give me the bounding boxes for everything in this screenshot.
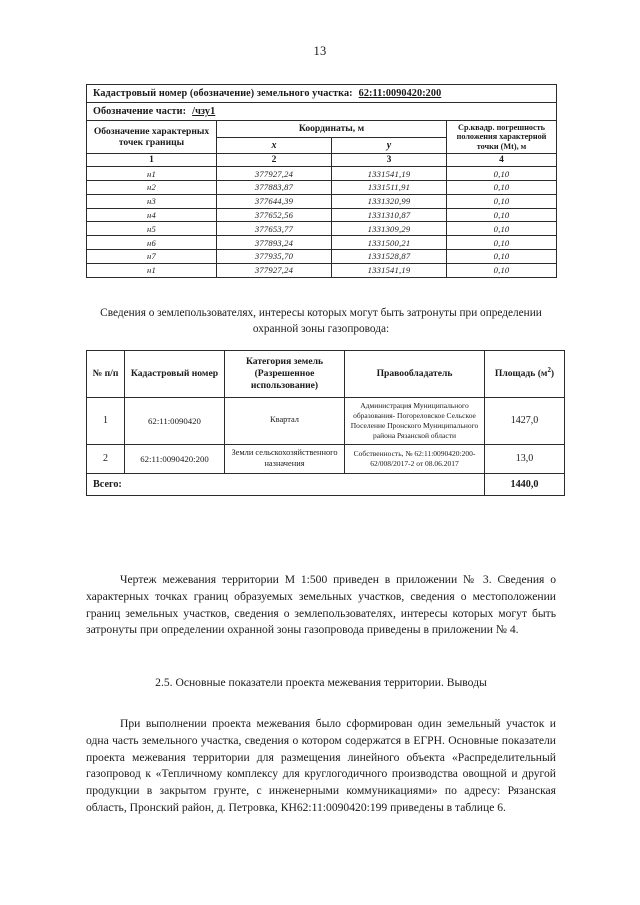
point-mt: 0,10 [447, 194, 557, 208]
point-mt: 0,10 [447, 249, 557, 263]
point-y: 1331500,21 [332, 236, 447, 250]
point-x: 377644,39 [217, 194, 332, 208]
header-cadastral-number: Кадастровый номер [125, 351, 225, 398]
table-row [87, 181, 557, 195]
header-rights-holder: Правообладатель [345, 351, 485, 398]
row-area: 13,0 [485, 444, 565, 473]
point-x: 377935,70 [217, 249, 332, 263]
table-row [87, 236, 557, 250]
row-cadastral-number: 62:11:0090420:200 [125, 444, 225, 473]
header-points: Обозначение характерных точек границы [87, 121, 217, 154]
column-number-3: 3 [332, 154, 447, 167]
row-land-category: Земли сельскохозяйственного назначения [225, 444, 345, 473]
header-error: Ср.квадр. погрешность положения характерной точки (Мt), м [447, 121, 557, 154]
owners-table-caption: Сведения о землепользователях, интересы которых могут быть затронуты при определении охранной зоны газопровода: [100, 307, 542, 336]
header-index: № п/п [87, 351, 125, 398]
point-x: 377652,56 [217, 208, 332, 222]
point-label: н6 [87, 236, 217, 250]
coordinates-table [86, 84, 557, 278]
point-label: н1 [87, 263, 217, 277]
header-y: y [332, 137, 447, 153]
point-y: 1331511,91 [332, 181, 447, 195]
row-rights-holder: Администрация Муниципального образования- Погореловское Сельское Поселение Пронского Муниципального района Рязанской области [345, 397, 485, 444]
row-cadastral-number: 62:11:0090420 [125, 397, 225, 444]
cadastral-number-cell [87, 85, 557, 103]
owners-table-container [86, 350, 564, 496]
cadastral-number-value: 62:11:0090420:200 [358, 88, 442, 99]
part-designation-label: Обозначение части: [93, 106, 187, 117]
row-rights-holder: Собственность, № 62:11:0090420:200-62/008/2017-2 от 08.06.2017 [345, 444, 485, 473]
table-row [87, 194, 557, 208]
header-area-close: ) [550, 368, 555, 380]
table-row [87, 222, 557, 236]
table-row [87, 444, 565, 473]
point-label: н1 [87, 167, 217, 181]
section-heading-2-5: 2.5. Основные показатели проекта межевания территории. Выводы [155, 676, 487, 689]
header-area-superscript: 2 [547, 367, 551, 375]
row-index: 1 [87, 397, 125, 444]
point-x: 377883,87 [217, 181, 332, 195]
header-land-category: Категория земель (Разрешенное использование) [225, 351, 345, 398]
column-number-row [87, 154, 557, 167]
cadastral-number-row [87, 85, 557, 103]
row-index: 2 [87, 444, 125, 473]
point-label: н7 [87, 249, 217, 263]
point-mt: 0,10 [447, 181, 557, 195]
coordinates-table-container [86, 84, 556, 278]
table-row [87, 208, 557, 222]
point-x: 377653,77 [217, 222, 332, 236]
paragraph-1-text: Чертеж межевания территории М 1:500 приведен в приложении № 3. Сведения о характерных точках границ образуемых земельных участков, сведения о местоположении границ земельных участков, сведения о землепользователях, интересы которых могут быть затронуты при определении охранной зоны газопровода приведены в приложении № 4. [86, 573, 556, 637]
owners-table [86, 350, 565, 496]
point-mt: 0,10 [447, 263, 557, 277]
point-mt: 0,10 [447, 167, 557, 181]
column-number-2: 2 [217, 154, 332, 167]
point-y: 1331309,29 [332, 222, 447, 236]
total-area: 1440,0 [485, 473, 565, 495]
point-x: 377893,24 [217, 236, 332, 250]
point-y: 1331310,87 [332, 208, 447, 222]
header-area [485, 351, 565, 398]
point-y: 1331541,19 [332, 167, 447, 181]
point-mt: 0,10 [447, 222, 557, 236]
header-coordinates: Координаты, м [217, 121, 447, 138]
total-label: Всего: [87, 473, 485, 495]
coordinates-header-row [87, 121, 557, 138]
header-x: x [217, 137, 332, 153]
paragraph-2-text: При выполнении проекта межевания было сформирован один земельный участок и одна часть земельного участка, сведения о котором содержатся в ЕГРН. Основные показатели проекта межевания территории для размещения линейного объекта «Распределительный газопровод к «Тепличному комплексу для круглогодичного производства овощной и другой продукции в закрытом грунте, с инженерными коммуникациями» по адресу: Рязанская область, Пронский район, д. Петровка, КН62:11:0090420:199 приведены в таблице 6. [86, 717, 556, 814]
paragraph-main-indicators [86, 716, 556, 817]
point-y: 1331528,87 [332, 249, 447, 263]
point-y: 1331320,99 [332, 194, 447, 208]
point-label: н3 [87, 194, 217, 208]
table-row [87, 397, 565, 444]
point-mt: 0,10 [447, 208, 557, 222]
point-x: 377927,24 [217, 167, 332, 181]
paragraph-drawing-reference [86, 572, 556, 639]
table-row [87, 249, 557, 263]
point-x: 377927,24 [217, 263, 332, 277]
column-number-4: 4 [447, 154, 557, 167]
total-row [87, 473, 565, 495]
row-land-category: Квартал [225, 397, 345, 444]
column-number-1: 1 [87, 154, 217, 167]
cadastral-number-label: Кадастровый номер (обозначение) земельного участка: [93, 88, 353, 99]
point-label: н2 [87, 181, 217, 195]
header-area-text: Площадь (м [494, 368, 548, 380]
point-mt: 0,10 [447, 236, 557, 250]
part-designation-row [87, 103, 557, 121]
part-designation-cell [87, 103, 557, 121]
point-label: н5 [87, 222, 217, 236]
page-number: 13 [313, 44, 327, 58]
table-row [87, 167, 557, 181]
point-label: н4 [87, 208, 217, 222]
row-area: 1427,0 [485, 397, 565, 444]
point-y: 1331541,19 [332, 263, 447, 277]
part-designation-value: /чзу1 [192, 106, 216, 117]
table-row [87, 263, 557, 277]
owners-header-row [87, 351, 565, 398]
